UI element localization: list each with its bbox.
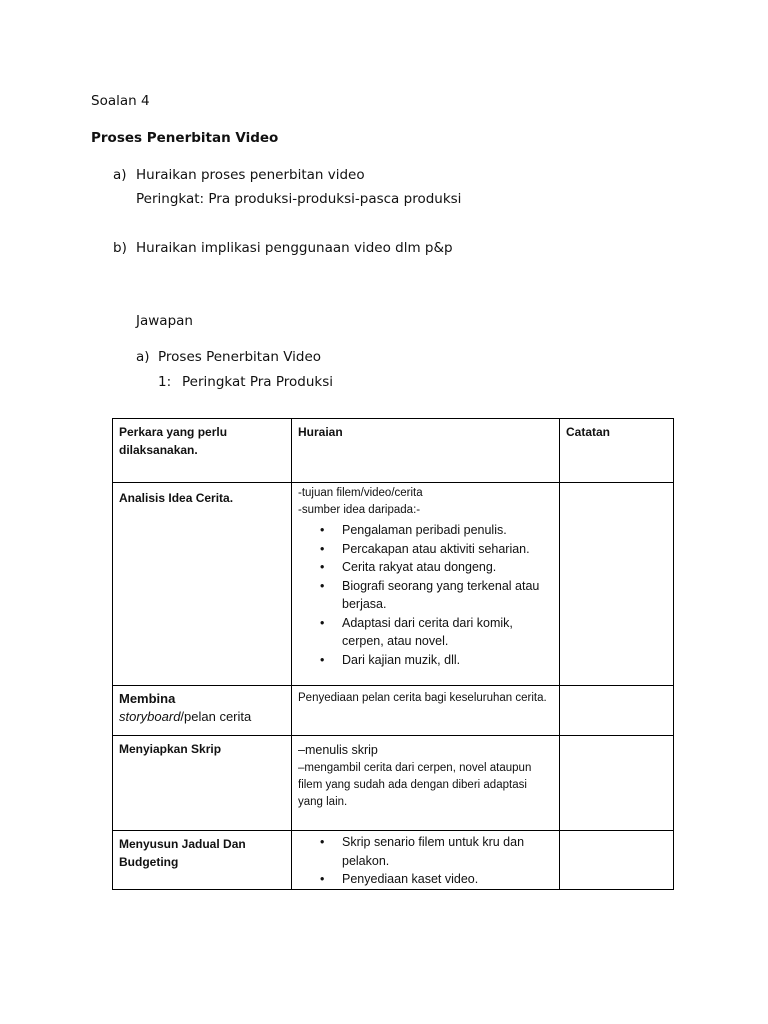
row-item-title-line2 (119, 708, 285, 726)
row-notes-cell (560, 831, 674, 890)
row-item-cell (113, 686, 292, 736)
row-item-title: Analisis Idea Cerita. (119, 491, 234, 505)
row-notes-cell (560, 686, 674, 736)
question-b-marker: b) (113, 240, 127, 256)
row-item-title: Menyusun Jadual Dan Budgeting (119, 837, 246, 869)
table-row (113, 831, 674, 890)
list-item: • Pengalaman peribadi penulis. (342, 521, 553, 540)
question-label: Soalan 4 (91, 93, 150, 109)
bullet-list (298, 833, 553, 889)
list-item: • Dari kajian muzik, dll. (342, 651, 553, 670)
question-b-text: Huraikan implikasi penggunaan video dlm p&p (136, 240, 453, 256)
question-a-marker: a) (113, 167, 127, 183)
row-item-cell (113, 736, 292, 831)
bullet-list (298, 521, 553, 669)
row-item-title-rest: /pelan cerita (180, 709, 252, 724)
list-item: • Adaptasi dari cerita dari komik, cerpen, atau novel. (342, 614, 553, 651)
table-row (113, 686, 674, 736)
answer-section-marker: a) (136, 349, 150, 365)
answer-section-title: Proses Penerbitan Video (158, 349, 322, 365)
row-item-cell (113, 483, 292, 686)
table-row (113, 736, 674, 831)
description-line: -sumber idea daripada:- (298, 504, 421, 516)
row-item-cell (113, 831, 292, 890)
table-header-row (113, 419, 674, 483)
list-item: • Percakapan atau aktiviti seharian. (342, 540, 553, 559)
row-notes-cell (560, 736, 674, 831)
description-line: -tujuan filem/video/cerita (298, 487, 423, 499)
list-item: • Penyediaan kaset video. (342, 870, 553, 889)
pre-production-table (112, 418, 674, 890)
row-notes-cell (560, 483, 674, 686)
row-description-cell (292, 686, 560, 736)
description-text: –mengambil cerita dari cerpen, novel ataupun filem yang sudah ada dengan diberi adaptasi yang lain. (298, 762, 532, 808)
row-description-cell (292, 831, 560, 890)
row-item-title-italic: storyboard (119, 709, 181, 724)
answer-label: Jawapan (136, 313, 193, 329)
row-item-title-line1: Membina (119, 691, 176, 706)
list-item: • Biografi seorang yang terkenal atau berjasa. (342, 577, 553, 614)
question-a-text: Huraikan proses penerbitan video (136, 167, 365, 183)
table-row (113, 483, 674, 686)
row-description-cell (292, 483, 560, 686)
header-cell-item (113, 419, 292, 483)
stage-marker: 1: (158, 374, 172, 390)
description-line: –menulis skrip (298, 743, 378, 757)
question-a-subtext: Peringkat: Pra produksi-produksi-pasca produksi (136, 191, 462, 207)
description-text: Penyediaan pelan cerita bagi keseluruhan cerita. (298, 692, 547, 704)
row-description-cell (292, 736, 560, 831)
row-item-title: Menyiapkan Skrip (119, 742, 222, 756)
list-item: • Skrip senario filem untuk kru dan pelakon. (342, 833, 553, 870)
header-item-line2: dilaksanakan. (119, 443, 198, 457)
header-cell-notes: Catatan (560, 419, 674, 483)
header-cell-description: Huraian (292, 419, 560, 483)
list-item: • Cerita rakyat atau dongeng. (342, 558, 553, 577)
header-item-line1: Perkara yang perlu (119, 425, 228, 439)
question-title: Proses Penerbitan Video (91, 130, 279, 146)
stage-title: Peringkat Pra Produksi (182, 374, 333, 390)
